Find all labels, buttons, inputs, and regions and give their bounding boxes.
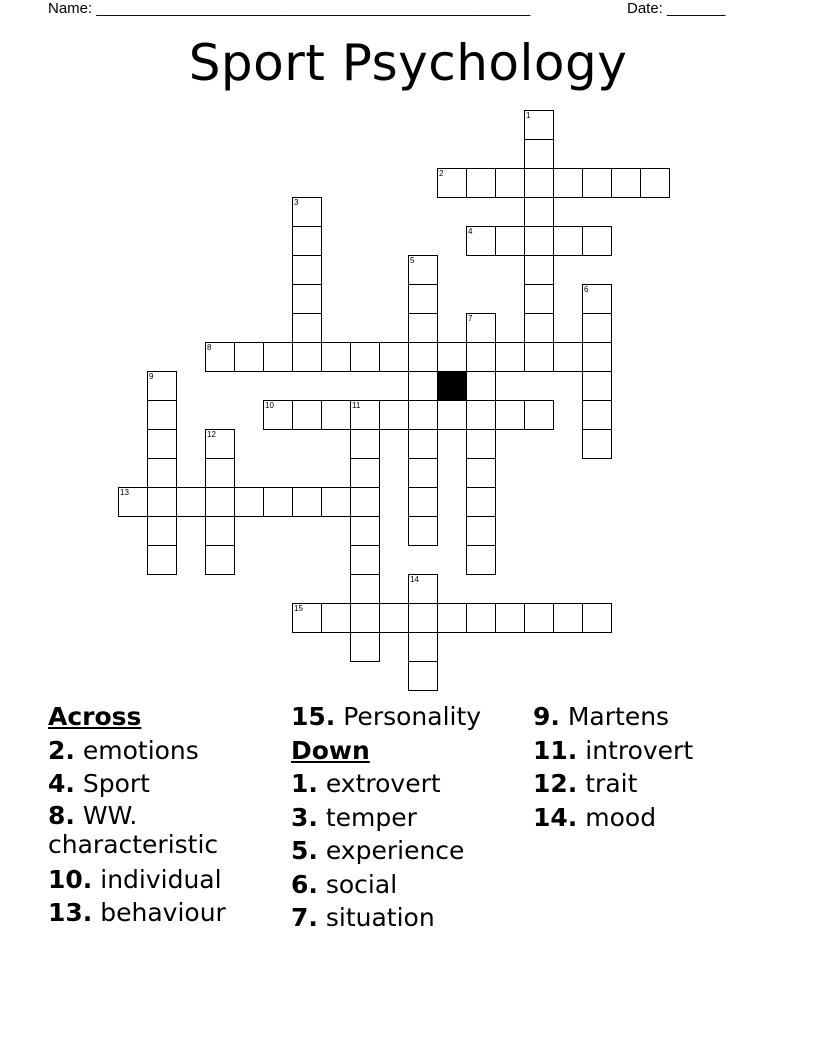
page-title: Sport Psychology [188,34,628,92]
grid-cell[interactable] [350,342,380,372]
cell-number: 5 [410,256,415,265]
grid-cell[interactable] [582,313,612,343]
grid-cell[interactable] [553,226,583,256]
clue-across-4: 4. Sport [48,769,150,798]
grid-cell[interactable] [466,487,496,517]
grid-cell[interactable] [582,284,612,314]
clue-across-2: 2. emotions [48,735,199,765]
cell-number: 11 [352,401,361,410]
grid-cell[interactable] [292,226,322,256]
grid-cell[interactable] [292,255,322,285]
grid-cell[interactable] [524,342,554,372]
grid-cell[interactable] [292,313,322,343]
grid-cell[interactable] [466,458,496,488]
grid-cell[interactable] [350,516,380,546]
grid-cell[interactable] [466,226,496,256]
cell-number: 15 [294,604,303,613]
grid-cell[interactable] [466,400,496,430]
grid-cell[interactable] [524,226,554,256]
down-heading: Down [291,735,370,765]
clue-down-11: 11. introvert [533,735,694,765]
cell-number: 3 [294,198,299,207]
grid-cell[interactable] [582,400,612,430]
cell-number: 14 [410,575,419,584]
grid-cell[interactable] [147,487,177,517]
grid-cell[interactable] [292,487,322,517]
grid-cell[interactable] [292,284,322,314]
grid-cell[interactable] [524,168,554,198]
clue-down-3: 3. temper [291,802,417,832]
grid-cell[interactable] [350,574,380,604]
grid-cell[interactable] [263,400,293,430]
name-line[interactable]: ____________________________________________________ [96,0,531,17]
grid-cell[interactable] [553,603,583,633]
grid-cell[interactable] [466,168,496,198]
grid-cell[interactable] [524,313,554,343]
grid-cell[interactable] [437,400,467,430]
grid-cell[interactable] [408,632,438,662]
grid-cell[interactable] [524,603,554,633]
grid-cell[interactable] [466,371,496,401]
grid-cell[interactable] [553,342,583,372]
grid-cell[interactable] [582,342,612,372]
grid-cell[interactable] [321,487,351,517]
grid-cell[interactable] [408,516,438,546]
date-field[interactable] [627,0,725,17]
grid-cell[interactable] [321,400,351,430]
clue-down-7: 7. situation [291,903,435,932]
grid-cell[interactable] [321,342,351,372]
grid-cell[interactable] [524,400,554,430]
grid-cell[interactable] [582,371,612,401]
grid-cell[interactable] [495,603,525,633]
grid-cell[interactable] [176,487,206,517]
grid-cell[interactable] [350,458,380,488]
grid-cell[interactable] [437,342,467,372]
grid-cell[interactable] [640,168,670,198]
grid-cell[interactable] [582,429,612,459]
clue-column-1 [48,700,238,930]
grid-cell[interactable] [147,516,177,546]
grid-black-cell [437,371,467,401]
grid-cell[interactable] [495,342,525,372]
clue-down-1: 1. extrovert [291,769,441,798]
clue-across-10: 10. individual [48,864,222,894]
grid-cell[interactable] [321,603,351,633]
grid-cell[interactable] [205,516,235,546]
grid-cell[interactable] [147,400,177,430]
grid-cell[interactable] [147,371,177,401]
grid-cell[interactable] [205,487,235,517]
cell-number: 2 [439,169,444,178]
grid-cell[interactable] [524,110,554,140]
grid-cell[interactable] [553,168,583,198]
grid-cell[interactable] [408,342,438,372]
grid-cell[interactable] [350,400,380,430]
grid-cell[interactable] [408,400,438,430]
across-heading: Across [48,702,142,731]
grid-cell[interactable] [611,168,641,198]
grid-cell[interactable] [466,313,496,343]
name-label: Name: [48,0,93,17]
date-line[interactable]: _______ [667,0,726,17]
grid-cell[interactable] [466,342,496,372]
grid-cell[interactable] [408,487,438,517]
grid-cell[interactable] [582,168,612,198]
grid-cell[interactable] [466,429,496,459]
clue-across-15: 15. Personality [291,702,482,731]
grid-cell[interactable] [350,632,380,662]
grid-cell[interactable] [524,284,554,314]
grid-cell[interactable] [524,197,554,227]
grid-cell[interactable] [205,342,235,372]
grid-cell[interactable] [263,342,293,372]
grid-cell[interactable] [147,458,177,488]
grid-cell[interactable] [408,313,438,343]
grid-cell[interactable] [437,168,467,198]
clue-across-8: 8. WW. characteristic [48,800,219,859]
grid-cell[interactable] [495,168,525,198]
cell-number: 10 [265,401,274,410]
grid-cell[interactable] [408,284,438,314]
grid-cell[interactable] [350,487,380,517]
grid-cell[interactable] [292,342,322,372]
grid-cell[interactable] [582,603,612,633]
clue-down-14: 14. mood [533,802,657,832]
cell-number: 6 [584,285,589,294]
cell-number: 4 [468,227,473,236]
grid-cell[interactable] [495,400,525,430]
grid-cell[interactable] [234,342,264,372]
clue-across-13: 13. behaviour [48,898,226,927]
cell-number: 13 [120,488,129,497]
grid-cell[interactable] [524,255,554,285]
clue-down-12: 12. trait [533,769,638,798]
clue-down-6: 6. social [291,869,398,899]
grid-cell[interactable] [408,574,438,604]
cell-number: 7 [468,314,473,323]
grid-cell[interactable] [408,458,438,488]
grid-cell[interactable] [437,603,467,633]
grid-cell[interactable] [408,603,438,633]
grid-cell[interactable] [524,139,554,169]
grid-cell[interactable] [408,661,438,691]
clue-column-2 [291,700,481,935]
cell-number: 8 [207,343,212,352]
grid-cell[interactable] [408,371,438,401]
grid-cell[interactable] [466,516,496,546]
date-label: Date: [627,0,663,17]
grid-cell[interactable] [350,603,380,633]
grid-cell[interactable] [466,545,496,575]
grid-cell[interactable] [292,603,322,633]
cell-number: 1 [526,111,531,120]
clue-down-5: 5. experience [291,836,465,865]
grid-cell[interactable] [408,429,438,459]
grid-cell[interactable] [234,487,264,517]
name-field[interactable] [48,0,530,17]
grid-cell[interactable] [350,545,380,575]
grid-cell[interactable] [582,226,612,256]
grid-cell[interactable] [147,429,177,459]
cell-number: 9 [149,372,154,381]
grid-cell[interactable] [118,487,148,517]
grid-cell[interactable] [292,400,322,430]
grid-cell[interactable] [495,226,525,256]
grid-cell[interactable] [205,458,235,488]
grid-cell[interactable] [379,603,409,633]
grid-cell[interactable] [263,487,293,517]
cell-number: 12 [207,430,216,439]
grid-cell[interactable] [205,545,235,575]
grid-cell[interactable] [466,603,496,633]
grid-cell[interactable] [292,197,322,227]
grid-cell[interactable] [379,400,409,430]
clue-column-3 [533,700,693,834]
grid-cell[interactable] [408,255,438,285]
grid-cell[interactable] [379,342,409,372]
clue-down-9: 9. Martens [533,702,670,731]
grid-cell[interactable] [147,545,177,575]
grid-cell[interactable] [350,429,380,459]
grid-cell[interactable] [205,429,235,459]
